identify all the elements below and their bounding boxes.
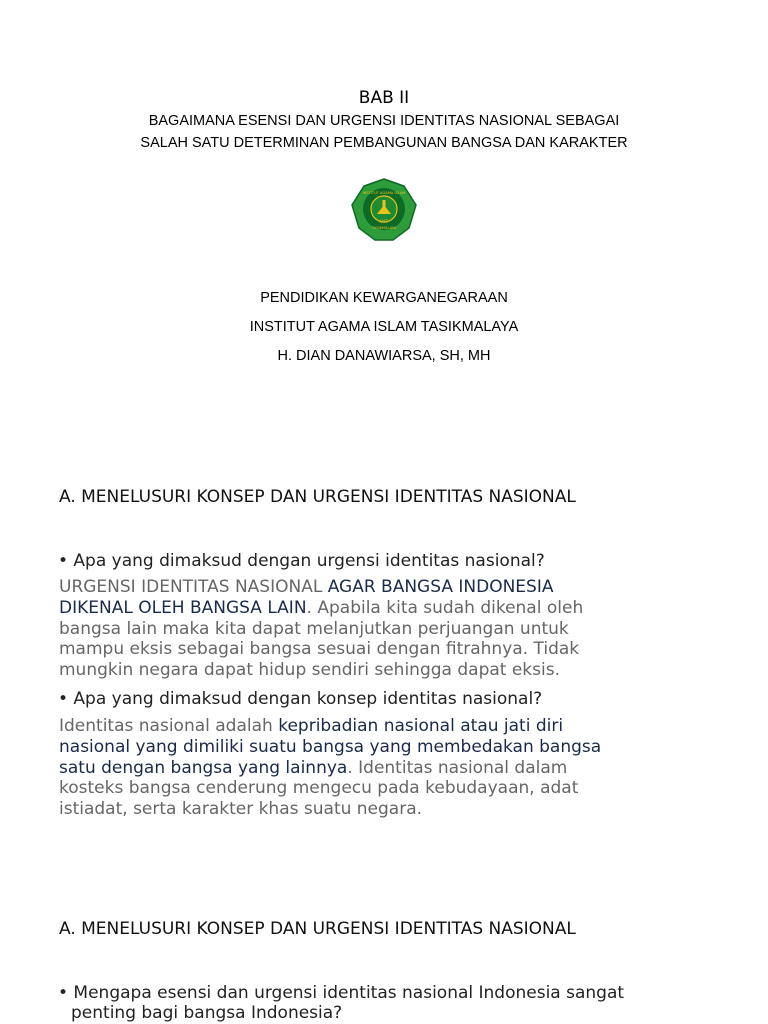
logo-pillar	[383, 200, 386, 214]
section-heading-2: A. MENELUSURI KONSEP DAN URGENSI IDENTITAS NASIONAL	[59, 919, 576, 939]
question-3-line-2: penting bagi bangsa Indonesia?	[71, 1003, 343, 1023]
question-3-line-1: • Mengapa esensi dan urgensi identitas nasional Indonesia sangat	[58, 983, 625, 1003]
section-heading-1: A. MENELUSURI KONSEP DAN URGENSI IDENTITAS NASIONAL	[59, 487, 576, 507]
logo-center-text: IAIT	[380, 219, 388, 224]
institution-logo	[351, 178, 417, 242]
answer-1-line-3: bangsa lain maka kita dapat melanjutkan perjuangan untuk	[59, 618, 569, 639]
answer-2-emphasis-3: satu dengan bangsa yang lainnya	[59, 757, 348, 778]
chapter-title-line-2: SALAH SATU DETERMINAN PEMBANGUNAN BANGSA DAN KARAKTER	[140, 135, 628, 151]
chapter-title	[0, 110, 768, 154]
chapter-label: BAB II	[358, 88, 410, 108]
logo-ring-text-top: INSTITUT AGAMA ISLAM	[362, 191, 406, 195]
answer-2	[59, 716, 699, 820]
answer-1-lead: URGENSI IDENTITAS NASIONAL	[59, 577, 328, 597]
logo-ring-text-bottom: TASIKMALAYA	[371, 226, 397, 230]
answer-1-line-1	[59, 577, 699, 598]
answer-2-line-5: istiadat, serta karakter khas suatu negara.	[59, 799, 423, 820]
answer-1-line-2	[59, 598, 699, 619]
answer-1-emphasis-2: DIKENAL OLEH BANGSA LAIN	[59, 597, 307, 618]
question-3	[58, 983, 698, 1023]
chapter-title-line-1: BAGAIMANA ESENSI DAN URGENSI IDENTITAS NASIONAL SEBAGAI	[148, 113, 620, 129]
answer-1-rest-2: . Apabila kita sudah dikenal oleh	[306, 597, 584, 618]
question-1: • Apa yang dimaksud dengan urgensi identitas nasional?	[58, 551, 545, 571]
answer-1-line-5: mungkin negara dapat hidup sendiri sehingga dapat eksis.	[59, 660, 560, 681]
course-name: PENDIDIKAN KEWARGANEGARAAN	[260, 290, 508, 306]
answer-2-lead: Identitas nasional adalah	[59, 716, 279, 736]
institution-name: INSTITUT AGAMA ISLAM TASIKMALAYA	[249, 319, 519, 335]
answer-2-line-3	[59, 758, 699, 779]
answer-1	[59, 577, 699, 681]
answer-2-line-4: kosteks bangsa cenderung mengecu pada kebudayaan, adat	[59, 778, 579, 799]
answer-1-emphasis-1: AGAR BANGSA INDONESIA	[327, 577, 554, 597]
question-2: • Apa yang dimaksud dengan konsep identitas nasional?	[58, 689, 543, 709]
lecturer-name: H. DIAN DANAWIARSA, SH, MH	[277, 348, 491, 364]
answer-2-line-2: nasional yang dimiliki suatu bangsa yang membedakan bangsa	[59, 736, 602, 757]
answer-2-emphasis-1: kepribadian nasional atau jati diri	[278, 716, 564, 736]
answer-2-rest-3: . Identitas nasional dalam	[347, 757, 568, 778]
answer-2-line-1	[59, 716, 699, 737]
answer-1-line-4: mampu eksis sebagai bangsa sesuai dengan fitrahnya. Tidak	[59, 639, 580, 660]
